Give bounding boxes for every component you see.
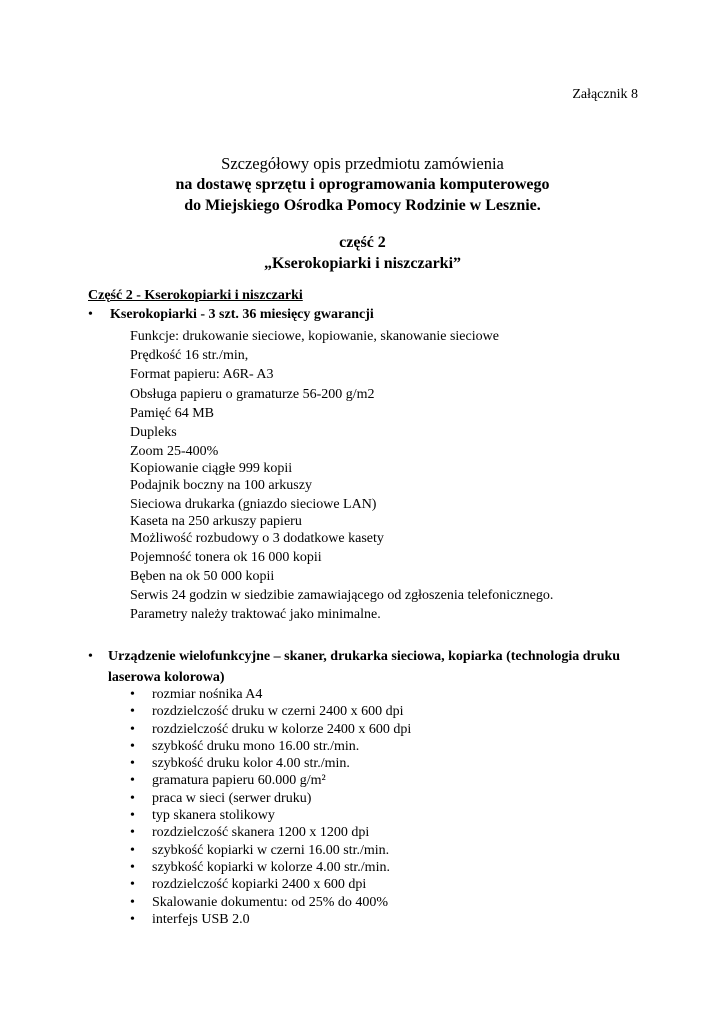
document-title xyxy=(0,153,725,216)
bullet-icon: • xyxy=(130,704,135,720)
spec-line: Dupleks xyxy=(130,424,177,440)
list-item-text: gramatura papieru 60.000 g/m² xyxy=(152,773,326,789)
list-item-text: szybkość kopiarki w kolorze 4.00 str./min. xyxy=(152,859,390,875)
list-item xyxy=(130,824,411,841)
list-item-text: rozdzielczość kopiarki 2400 x 600 dpi xyxy=(152,877,367,893)
bullet-icon: • xyxy=(130,825,135,841)
bullet-icon: • xyxy=(88,307,93,322)
bullet-icon: • xyxy=(130,687,135,702)
list-item-text: szybkość druku kolor 4.00 str./min. xyxy=(152,756,350,772)
attachment-label: Załącznik 8 xyxy=(572,87,638,102)
bullet-icon: • xyxy=(130,738,135,754)
spec-line: Kopiowanie ciągłe 999 kopii xyxy=(130,461,293,477)
spec-line: Funkcje: drukowanie sieciowe, kopiowanie, skanowanie sieciowe xyxy=(130,329,499,344)
list-item xyxy=(130,790,411,807)
bullet-icon: • xyxy=(130,894,135,910)
part-name: „Kserokopiarki i niszczarki” xyxy=(263,255,462,272)
bullet-icon: • xyxy=(130,911,135,927)
list-item-text: rozmiar nośnika A4 xyxy=(152,687,263,702)
part-number: część 2 xyxy=(339,234,386,251)
spec-line: Pamięć 64 MB xyxy=(130,405,214,421)
multifunction-heading: Urządzenie wielofunkcyjne – skaner, drukarka sieciowa, kopiarka (technologia druku laserowa kolorowa) xyxy=(108,649,621,685)
part-title xyxy=(0,232,725,274)
list-item xyxy=(130,876,411,893)
list-item xyxy=(130,859,411,876)
list-item xyxy=(130,911,411,928)
spec-line: Serwis 24 godzin w siedzibie zamawiającego od zgłoszenia telefonicznego. xyxy=(130,588,554,604)
title-line-2: na dostawę sprzętu i oprogramowania komputerowego xyxy=(175,176,550,193)
list-item-text: typ skanera stolikowy xyxy=(152,808,275,824)
spec-line: Format papieru: A6R- A3 xyxy=(130,367,274,383)
bullet-icon: • xyxy=(130,859,135,875)
spec-line: Parametry należy traktować jako minimalne. xyxy=(130,607,381,623)
list-item-text: Skalowanie dokumentu: od 25% do 400% xyxy=(152,894,389,910)
spec-line: Możliwość rozbudowy o 3 dodatkowe kasety xyxy=(130,530,384,546)
bullet-icon: • xyxy=(88,649,93,664)
bullet-icon: • xyxy=(130,756,135,772)
copier-heading-text: Kserokopiarki - 3 szt. 36 miesięcy gwarancji xyxy=(110,307,374,322)
title-line-1: Szczegółowy opis przedmiotu zamówienia xyxy=(221,154,504,173)
list-item xyxy=(130,807,411,824)
bullet-icon: • xyxy=(130,721,135,737)
list-item xyxy=(130,842,411,859)
section-heading: Część 2 - Kserokopiarki i niszczarki xyxy=(88,288,303,303)
list-item xyxy=(130,686,411,703)
spec-line: Kaseta na 250 arkuszy papieru xyxy=(130,514,302,530)
bullet-icon: • xyxy=(130,877,135,893)
list-item-text: praca w sieci (serwer druku) xyxy=(152,790,312,806)
spec-line: Zoom 25-400% xyxy=(130,444,219,460)
copier-heading xyxy=(88,307,374,323)
list-item-text: szybkość druku mono 16.00 str./min. xyxy=(152,738,360,754)
list-item xyxy=(130,894,411,911)
spec-line: Bęben na ok 50 000 kopii xyxy=(130,568,275,584)
multifunction-spec-list xyxy=(130,686,411,928)
list-item xyxy=(130,738,411,755)
list-item xyxy=(130,721,411,738)
list-item-text: interfejs USB 2.0 xyxy=(152,911,250,927)
bullet-icon: • xyxy=(130,808,135,824)
bullet-icon: • xyxy=(130,790,135,806)
list-item-text: rozdzielczość skanera 1200 x 1200 dpi xyxy=(152,825,370,841)
spec-line: Podajnik boczny na 100 arkuszy xyxy=(130,478,312,494)
list-item xyxy=(130,772,411,789)
list-item xyxy=(130,755,411,772)
list-item-text: rozdzielczość druku w kolorze 2400 x 600 dpi xyxy=(152,721,412,737)
list-item xyxy=(130,703,411,720)
spec-line: Prędkość 16 str./min, xyxy=(130,348,249,364)
spec-line: Sieciowa drukarka (gniazdo sieciowe LAN) xyxy=(130,496,377,512)
spec-line: Pojemność tonera ok 16 000 kopii xyxy=(130,549,322,565)
list-item-text: rozdzielczość druku w czerni 2400 x 600 dpi xyxy=(152,704,404,720)
spec-line: Obsługa papieru o gramaturze 56-200 g/m2 xyxy=(130,386,375,402)
list-item-text: szybkość kopiarki w czerni 16.00 str./min. xyxy=(152,842,390,858)
title-line-3: do Miejskiego Ośrodka Pomocy Rodzinie w Lesznie. xyxy=(184,197,541,214)
bullet-icon: • xyxy=(130,773,135,789)
copier-spec-list xyxy=(130,327,553,624)
bullet-icon: • xyxy=(130,842,135,858)
